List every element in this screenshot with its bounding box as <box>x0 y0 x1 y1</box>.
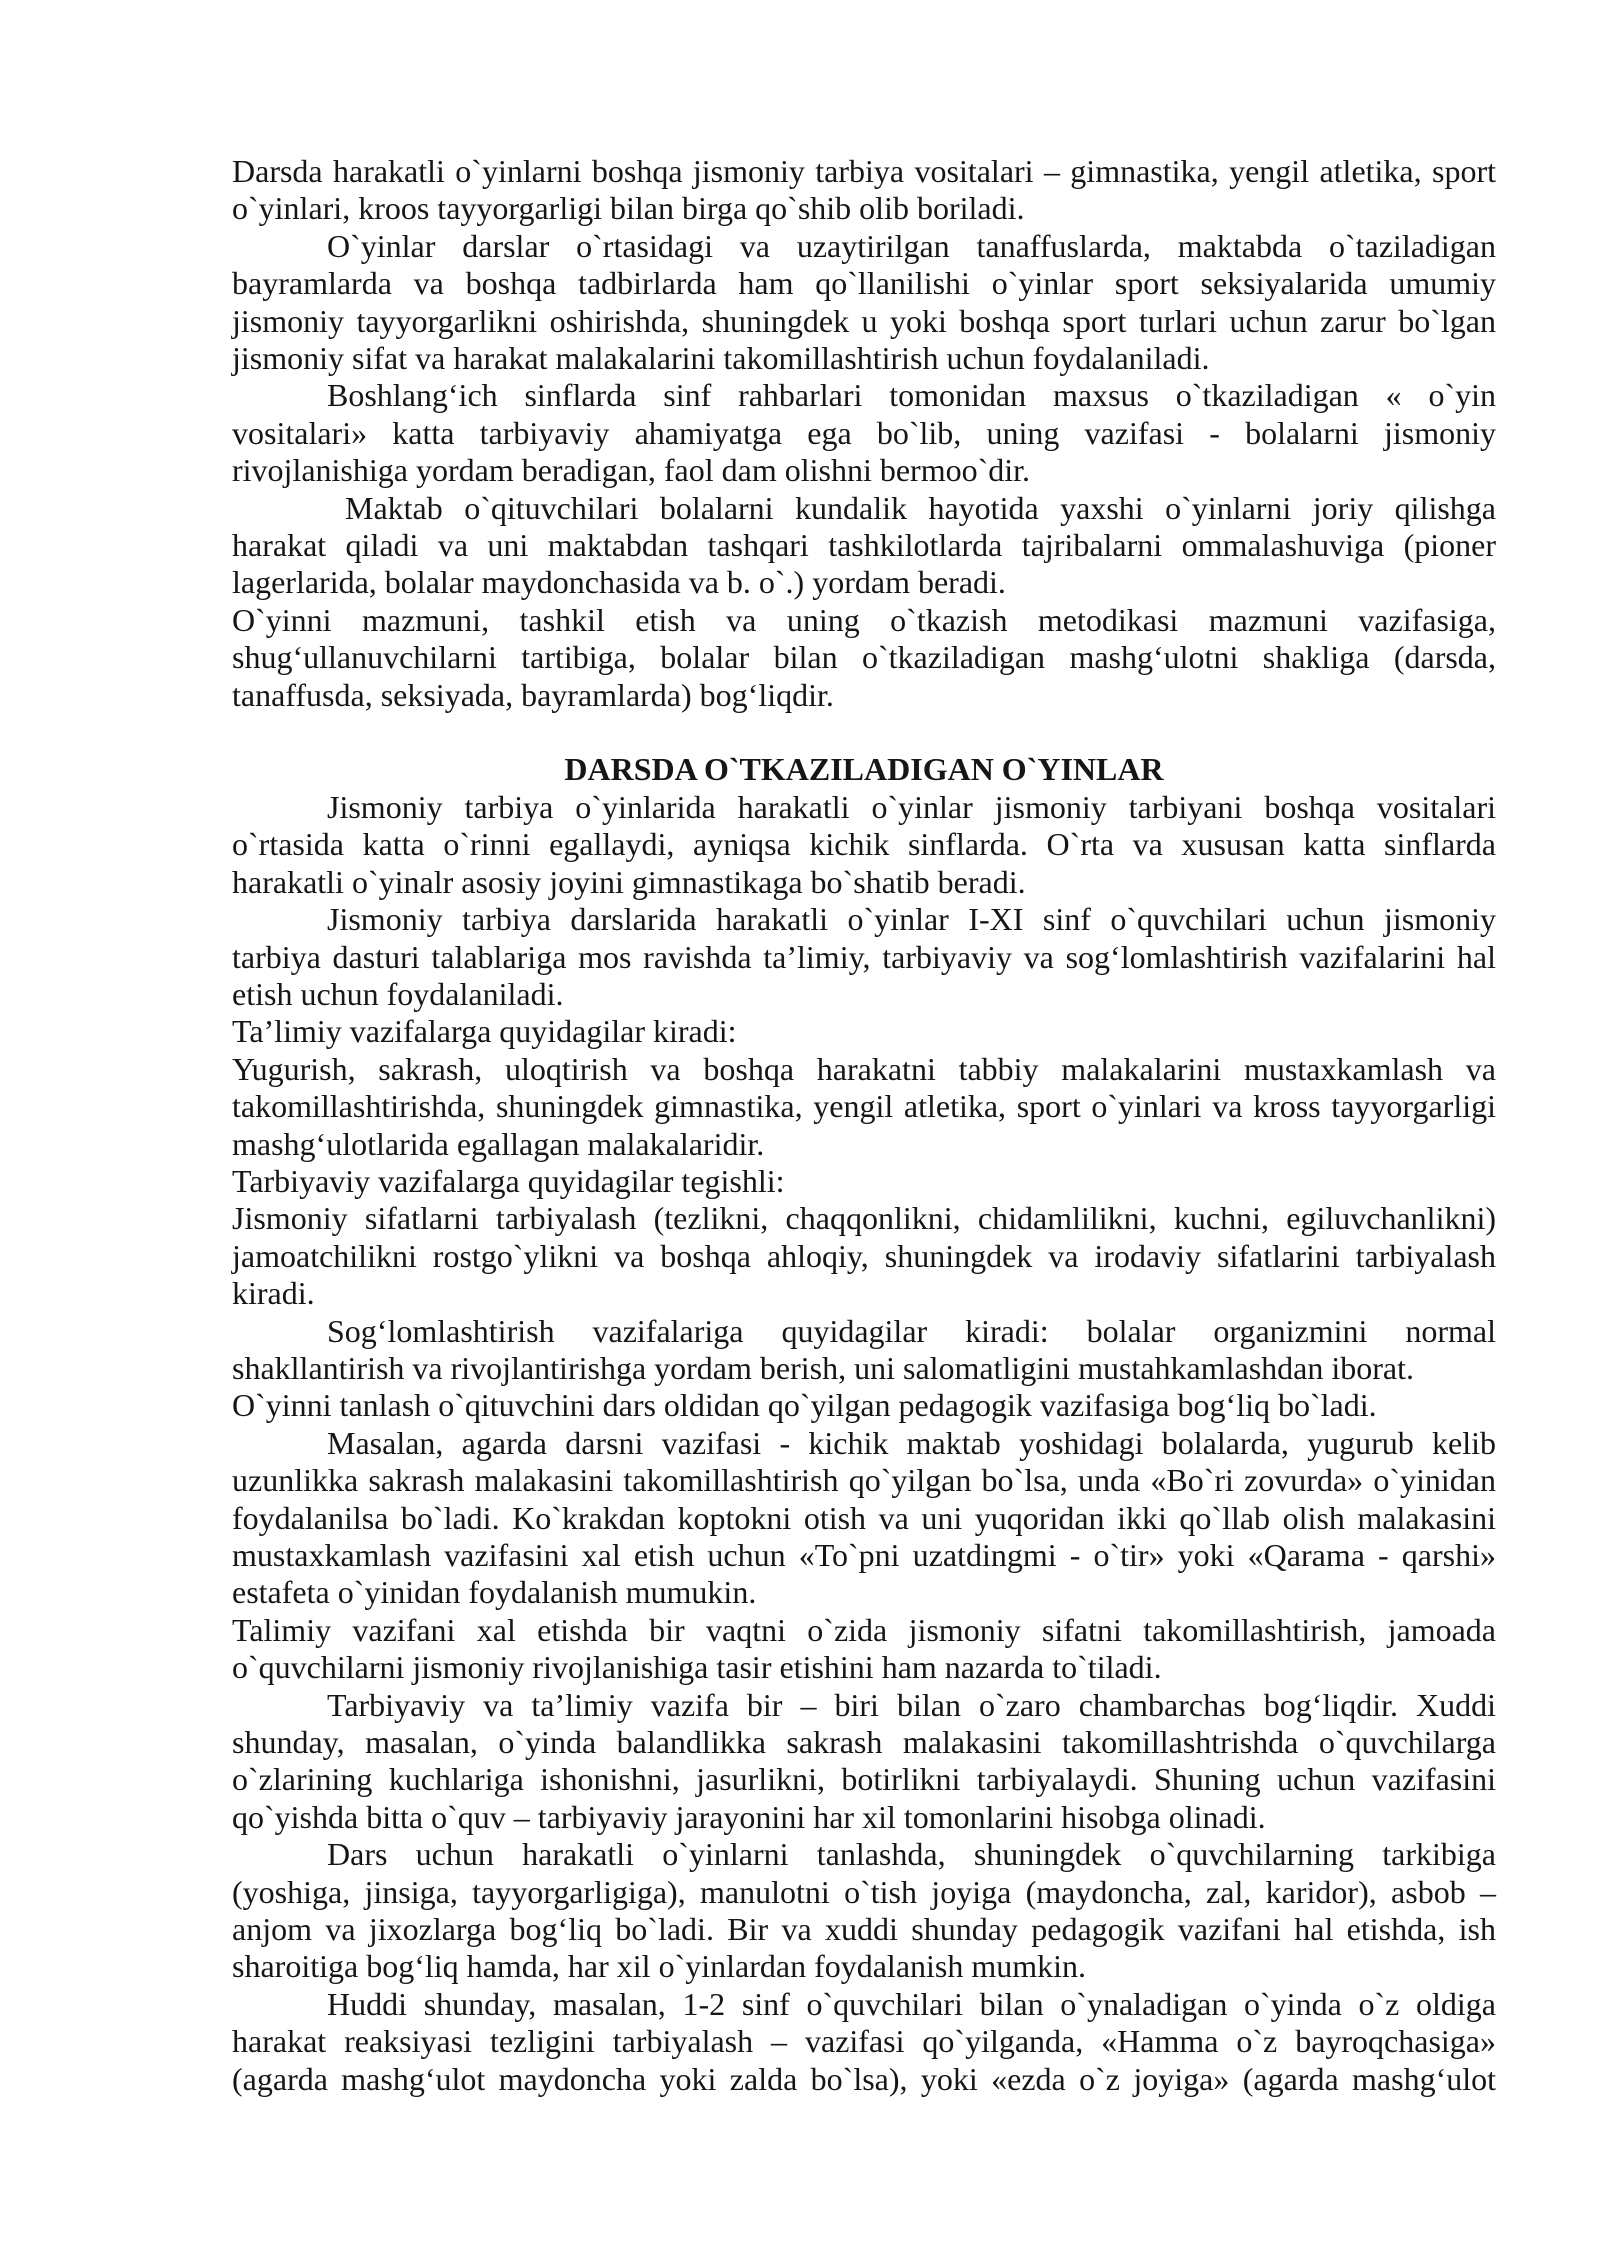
paragraph <box>232 1013 1496 1050</box>
paragraph-line: Jismoniy tarbiya o`yinlarida harakatli o`yinlar jismoniy tarbiyani boshqa vositalari <box>327 788 1496 825</box>
document-body <box>232 153 1496 2098</box>
paragraph-line: kiradi. <box>232 1275 315 1312</box>
paragraph-line: o`rtasida katta o`rinni egallaydi, ayniqsa kichik sinflarda. O`rta va xususan katta sinflarda <box>232 826 1496 863</box>
paragraph-line: vositalari» katta tarbiyaviy ahamiyatga ega bo`lib, uning vazifasi - bolalarni jismoniy <box>232 414 1496 451</box>
paragraph-line: bayramlarda va boshqa tadbirlarda ham qo`llanilishi o`yinlar sport seksiyalarida umumiy <box>232 265 1496 302</box>
paragraph-line: takomillashtirishda, shuningdek gimnastika, yengil atletika, sport o`yinlari va kross tayyorgarligi <box>232 1088 1496 1125</box>
paragraph-line: Talimiy vazifani xal etishda bir vaqtni o`zida jismoniy sifatni takomillashtirish, jamoada <box>232 1611 1496 1648</box>
paragraph-line: foydalanilsa bo`ladi. Ko`krakdan koptokni otish va uni yuqoridan ikki qo`llab olish malakasini <box>232 1499 1496 1536</box>
paragraph-line: Maktab o`qituvchilari bolalarni kundalik hayotida yaxshi o`yinlarni joriy qilishga <box>345 489 1496 526</box>
paragraph <box>232 1425 1496 1612</box>
paragraph <box>232 377 1496 489</box>
paragraph-line: lagerlarida, bolalar maydonchasida va b. o`.) yordam beradi. <box>232 564 1006 601</box>
paragraph <box>232 1986 1496 2098</box>
paragraph-line: Tarbiyaviy vazifalarga quyidagilar tegishli: <box>232 1162 785 1199</box>
paragraph-line: sharoitiga bog‘liq hamda, har xil o`yinlardan foydalanish mumkin. <box>232 1948 1087 1985</box>
paragraph-line: O`yinni tanlash o`qituvchini dars oldidan qo`yilgan pedagogik vazifasiga bog‘liq bo`ladi. <box>232 1387 1377 1424</box>
paragraph-line: Jismoniy sifatlarni tarbiyalash (tezlikni, chaqqonlikni, chidamlilikni, kuchni, egiluvchanlikni) <box>232 1200 1496 1237</box>
paragraph-line: shunday, masalan, o`yinda balandlikka sakrash malakasini takomillashtrishda o`quvchilarga <box>232 1724 1496 1761</box>
paragraph-line: Tarbiyaviy va ta’limiy vazifa bir – biri bilan o`zaro chambarchas bog‘liqdir. Xuddi <box>327 1686 1496 1723</box>
paragraph-line: jismoniy sifat va harakat malakalarini takomillashtirish uchun foydalaniladi. <box>232 340 1210 377</box>
paragraph-line: Dars uchun harakatli o`yinlarni tanlashda, shuningdek o`quvchilarning tarkibiga <box>327 1836 1496 1873</box>
paragraph <box>232 1313 1496 1388</box>
paragraph-line: rivojlanishiga yordam beradigan, faol dam olishni bermoo`dir. <box>232 452 1031 489</box>
paragraph-line: (agarda mashg‘ulot maydoncha yoki zalda bo`lsa), yoki «ezda o`z joyiga» (agarda mashg‘ulot <box>232 2060 1496 2097</box>
paragraph-line: mustaxkamlash vazifasini xal etish uchun «To`pni uzatdingmi - o`tir» yoki «Qarama - qarshi» <box>232 1537 1496 1574</box>
paragraph <box>232 901 1496 1013</box>
paragraph-line: (yoshiga, jinsiga, tayyorgarligiga), manulotni o`tish joyiga (maydoncha, zal, karidor), asbob – <box>232 1873 1496 1910</box>
paragraph-line: harakatli o`yinalr asosiy joyini gimnastikaga bo`shatib beradi. <box>232 863 1026 900</box>
paragraph-line: O`yinlar darslar o`rtasidagi va uzaytirilgan tanaffuslarda, maktabda o`taziladigan <box>327 227 1496 264</box>
paragraph-line: uzunlikka sakrash malakasini takomillashtirish qo`yilgan bo`lsa, unda «Bo`ri zovurda» o`yinidan <box>232 1462 1496 1499</box>
paragraph-line: shakllantirish va rivojlantirishga yordam berish, uni salomatligini mustahkamlashdan iborat. <box>232 1349 1414 1386</box>
paragraph-line: Masalan, agarda darsni vazifasi - kichik maktab yoshidagi bolalarda, yugurub kelib <box>327 1424 1496 1461</box>
paragraph-line: Sog‘lomlashtirish vazifalariga quyidagilar kiradi: bolalar organizmini normal <box>327 1312 1496 1349</box>
paragraph <box>232 1051 1496 1163</box>
paragraph <box>232 1200 1496 1312</box>
paragraph-line: jismoniy tayyorgarlikni oshirishda, shuningdek u yoki boshqa sport turlari uchun zarur bo`lgan <box>232 302 1496 339</box>
paragraph <box>232 1687 1496 1837</box>
paragraph-line: qo`yishda bitta o`quv – tarbiyaviy jarayonini har xil tomonlarini hisobga olinadi. <box>232 1798 1266 1835</box>
paragraph-line: etish uchun foydalaniladi. <box>232 975 564 1012</box>
paragraph-line: jamoatchilikni rostgo`ylikni va boshqa ahloqiy, shuningdek va irodaviy sifatlarini tarbiyalash <box>232 1237 1496 1274</box>
paragraph-line: Boshlang‘ich sinflarda sinf rahbarlari tomonidan maxsus o`tkaziladigan « o`yin <box>327 377 1496 414</box>
paragraph-line: o`quvchilarni jismoniy rivojlanishiga tasir etishini ham nazarda to`tiladi. <box>232 1649 1162 1686</box>
paragraph-line: tanaffusda, seksiyada, bayramlarda) bog‘liqdir. <box>232 676 834 713</box>
paragraph <box>232 490 1496 602</box>
paragraph-line: O`yinni mazmuni, tashkil etish va uning o`tkazish metodikasi mazmuni vazifasiga, <box>232 601 1496 638</box>
paragraph-line: Yugurish, sakrash, uloqtirish va boshqa harakatni tabbiy malakalarini mustaxkamlash va <box>232 1050 1496 1087</box>
paragraph-line: harakat qiladi va uni maktabdan tashqari tashkilotlarda tajribalarni ommalashuviga (pioner <box>232 527 1496 564</box>
section-heading: DARSDA O`TKAZILADIGAN O`YINLAR <box>564 751 1164 788</box>
paragraph-line: Darsda harakatli o`yinlarni boshqa jismoniy tarbiya vositalari – gimnastika, yengil atletika, sport <box>232 153 1496 189</box>
paragraph-line: estafeta o`yinidan foydalanish mumukin. <box>232 1574 757 1611</box>
paragraph-line: mashg‘ulotlarida egallagan malakalaridir. <box>232 1125 765 1162</box>
paragraph-line: tarbiya dasturi talablariga mos ravishda ta’limiy, tarbiyaviy va sog‘lomlashtirish vazifalarini hal <box>232 938 1496 975</box>
paragraph <box>232 602 1496 714</box>
paragraph-line: Ta’limiy vazifalarga quyidagilar kiradi: <box>232 1013 737 1050</box>
paragraph-line: Huddi shunday, masalan, 1-2 sinf o`quvchilari bilan o`ynaladigan o`yinda o`z oldiga <box>327 1985 1496 2022</box>
paragraph <box>232 153 1496 228</box>
paragraph-line: harakat reaksiyasi tezligini tarbiyalash – vazifasi qo`yilganda, «Hamma o`z bayroqchasiga» <box>232 2023 1496 2060</box>
paragraph-line: o`yinlari, kroos tayyorgarligi bilan birga qo`shib olib boriladi. <box>232 190 1025 227</box>
paragraph <box>232 789 1496 901</box>
paragraph <box>232 1387 1496 1424</box>
paragraph <box>232 1163 1496 1200</box>
paragraph <box>232 1836 1496 1986</box>
paragraph <box>232 228 1496 378</box>
paragraph <box>232 1612 1496 1687</box>
paragraph-line: anjom va jixozlarga bog‘liq bo`ladi. Bir va xuddi shunday pedagogik vazifani hal etishda, ish <box>232 1911 1496 1948</box>
paragraph-line: shug‘ullanuvchilarni tartibiga, bolalar bilan o`tkaziladigan mashg‘ulotni shakliga (darsda, <box>232 639 1496 676</box>
paragraph-line: Jismoniy tarbiya darslarida harakatli o`yinlar I-XI sinf o`quvchilari uchun jismoniy <box>327 901 1496 938</box>
paragraph-line: o`zlarining kuchlariga ishonishni, jasurlikni, botirlikni tarbiyalaydi. Shuning uchun vazifasini <box>232 1761 1496 1798</box>
